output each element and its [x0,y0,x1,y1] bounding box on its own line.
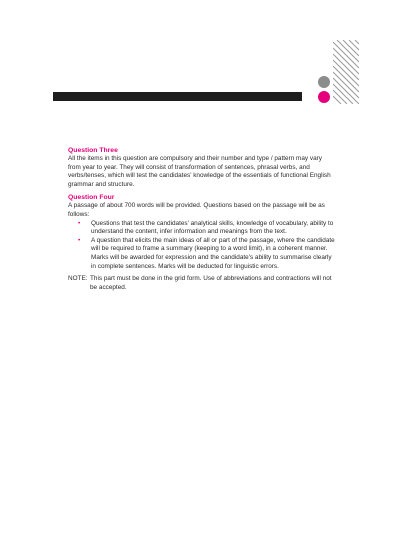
diagonal-stripes-decoration [333,40,359,104]
list-item-text: Questions that test the candidates' analytical skills, knowledge of vocabulary, ability to understand the content, infer information and meanings from the text. [91,219,334,236]
note [68,275,336,292]
question-three-text: All the items in this question are compulsory and their number and type / pattern may vary from year to year. They will consist of transformation of sentences, phrasal verbs, and verbs/tenses, which will test the candidates' knowledge of the essentials of functional English grammar and structure. [68,155,331,188]
bullet-icon: • [78,236,81,244]
question-three-heading: Question Three [68,147,118,154]
bullet-icon: • [78,219,81,227]
header-bar [53,92,302,101]
note-label: NOTE: [68,275,88,283]
pink-dot-decoration [318,91,330,103]
list-item-text: A question that elicits the main ideas of all or part of the passage, where the candidate will be required to frame a summary (keeping to a word limit), in a coherent manner. Marks will be awarded for expression and the candidate's ability to summarise clearly in complete sentences. Marks will be deducted for linguistic errors. [91,236,335,270]
list-item [68,220,336,237]
list-item [68,237,336,271]
question-four-list [68,220,336,272]
question-four-heading: Question Four [68,194,115,202]
note-text: This part must be done in the grid form. Use of abbreviations and contractions will not be accepted. [90,275,332,291]
gray-dot-decoration [318,76,330,88]
document-body [68,146,336,292]
question-four-intro: A passage of about 700 words will be provided. Questions based on the passage will be as follows: [68,202,325,218]
